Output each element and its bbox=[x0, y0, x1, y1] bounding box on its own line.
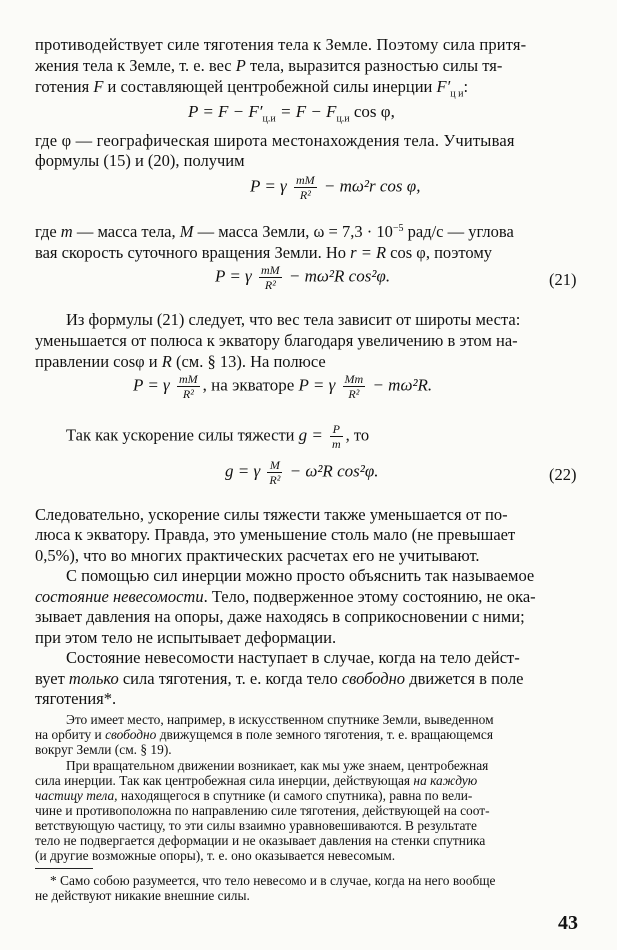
page-number: 43 bbox=[558, 912, 578, 934]
formula: $P = F - F'_{ц.и} = F - F_{ц.и}$ cos φ, bbox=[188, 102, 395, 125]
text-line: зывает давления на опоры, даже находясь в соприкосновении с ними; bbox=[35, 607, 525, 626]
small-text-line: на орбиту и свободно движущемся в поле земного тяготения, т. е. вращающемся bbox=[35, 727, 493, 742]
text-line: тяготения*. bbox=[35, 689, 117, 708]
text-line: формулы (15) и (20), получим bbox=[35, 151, 245, 170]
text-line: где m — масса тела, M — масса Земли, $\omega = 7,3 \cdot 10^{-5}$ рад/с — углова bbox=[35, 222, 514, 241]
footnote-rule bbox=[35, 868, 93, 869]
small-text-line: При вращательном движении возникает, как мы уже знаем, центробежная bbox=[66, 758, 489, 773]
text-line: Следовательно, ускорение силы тяжести также уменьшается от по- bbox=[35, 505, 508, 524]
text-line: 0,5%), что во многих практических расчетах его не учитывают. bbox=[35, 546, 480, 565]
formula: P = γ $\frac{mM}{\text{R²}}$ − mω²R cos²φ. bbox=[215, 263, 391, 292]
small-text-line: чине и противоположна по направлению силе тяготения, действующей на соот- bbox=[35, 803, 490, 818]
text-line: С помощью сил инерции можно просто объяснить так называемое bbox=[66, 566, 535, 585]
text-line: правлении cosφ и R (см. § 13). На полюсе bbox=[35, 352, 326, 371]
equation-number: (22) bbox=[549, 465, 577, 484]
text-line: уменьшается от полюса к экватору благодаря увеличению в этом на- bbox=[35, 331, 518, 350]
text-line: при этом тело не испытывает деформации. bbox=[35, 628, 337, 647]
text-line: готения F и составляющей центробежной силы инерции $F'_{ц и}$: bbox=[35, 77, 469, 100]
small-text-line: сила инерции. Так как центробежная сила инерции, действующая на каждую bbox=[35, 773, 478, 788]
formula: g = γ $\frac{M}{\text{R²}}$ − ω²R cos²φ. bbox=[225, 458, 379, 487]
text-line: жения тела к Земле, т. е. вес P тела, выразится разностью силы тя- bbox=[35, 56, 503, 75]
footnote-line: не действуют никакие внешние силы. bbox=[35, 888, 250, 903]
formula: P = γ $\frac{mM}{\text{R²}}$ − mω²r cos φ, bbox=[250, 173, 421, 202]
small-text-line: частицу тела, находящегося в спутнике (и самого спутника), равна по вели- bbox=[35, 788, 473, 803]
small-text-line: (и другие возможные опоры), т. е. оно оказывается невесомым. bbox=[35, 848, 396, 863]
text-line: Состояние невесомости наступает в случае, когда на тело дейст- bbox=[66, 648, 520, 667]
text-line: состояние невесомости. Тело, подверженное этому состоянию, не ока- bbox=[35, 587, 536, 606]
text-line: люса к экватору. Правда, это уменьшение столь мало (не превышает bbox=[35, 525, 516, 544]
equation-number: (21) bbox=[549, 270, 577, 289]
small-text-line: Это имеет место, например, в искусственном спутнике Земли, выведенном bbox=[66, 712, 494, 727]
footnote-line: * Само собою разумеется, что тело невесомо и в случае, когда на него вообще bbox=[50, 873, 496, 888]
small-text-line: ветствующую частицу, то эти силы взаимно уравновешиваются. В результате bbox=[35, 818, 477, 833]
text-line: где φ — географическая широта местонахождения тела. Учитывая bbox=[35, 131, 515, 150]
text-line: вая скорость суточного вращения Земли. Но r = R cos φ, поэтому bbox=[35, 243, 493, 262]
small-text-line: вокруг Земли (см. § 19). bbox=[35, 742, 172, 757]
text-line: Так как ускорение силы тяжести g = $\frac{P}{m}$ , то bbox=[66, 422, 370, 451]
formula: P = γ $\frac{mM}{\text{R²}}$ , на экваторе P = γ $\frac{Mm}{\text{R²}}$ − mω²R. bbox=[133, 372, 433, 401]
text-line: вует только сила тяготения, т. е. когда тело свободно движется в поле bbox=[35, 669, 524, 688]
text-line: Из формулы (21) следует, что вес тела зависит от широты места: bbox=[66, 310, 521, 329]
text-line: противодействует силе тяготения тела к Земле. Поэтому сила притя- bbox=[35, 35, 527, 54]
small-text-line: тело не подвергается деформации и не оказывает давления на стенки спутника bbox=[35, 833, 486, 848]
